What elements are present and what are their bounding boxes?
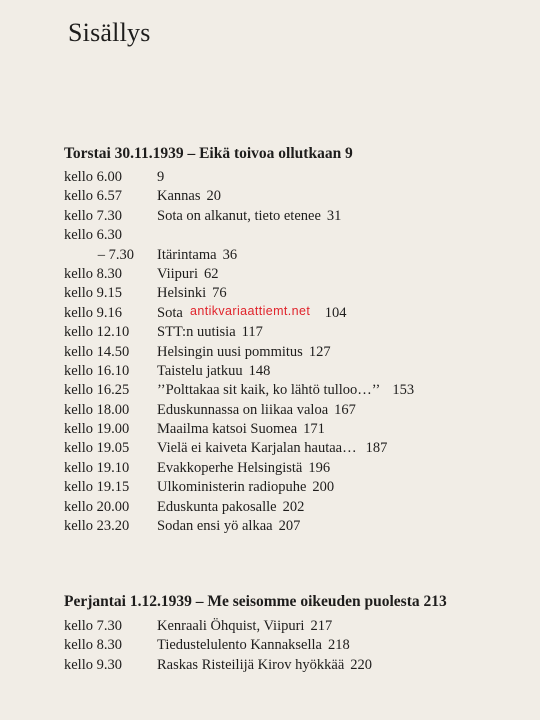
entry-text [157,401,356,420]
entry-title: Itärintama [157,246,217,263]
entry-page: 207 [278,518,301,535]
entry-text [157,498,304,517]
entry-page: 200 [312,479,335,496]
entry-page: 36 [222,246,238,263]
entry-title: Kenraali Öhquist, Viipuri [157,618,305,634]
entry-page: 117 [241,324,263,341]
entry-time: kello 7.30 [64,207,122,224]
entry-title: Tiedustelulento Kannaksella [157,637,322,654]
entry-time: kello 8.30 [64,637,122,654]
entry-page: 196 [308,459,331,476]
entry-time: kello 19.10 [64,459,130,476]
entry-title: Helsingin uusi pommitus [157,343,303,360]
page-title: Sisällys [68,18,151,47]
entry-page: 104 [324,304,347,321]
entry-page: 187 [365,440,388,457]
entry-page: 167 [334,401,356,418]
entry-title: Sota [157,304,183,321]
entry-page: 127 [308,343,331,360]
entry-title: Eduskunnassa on liikaa valoa [157,401,329,418]
entry-time: kello 19.05 [64,440,130,457]
entry-text [157,323,263,342]
entry-time: kello 6.00 [64,169,122,185]
entry-page: 202 [282,498,305,515]
entry-time: kello 12.10 [64,324,130,341]
entry-title: Taistelu jatkuu [157,362,243,379]
entry-page: 9 [157,169,165,185]
entry-text [157,478,334,497]
entry-time: – 7.30 [97,246,134,263]
entry-time: kello 16.25 [64,382,130,399]
section-heading: Perjantai 1.12.1939 – Me seisomme oikeuden puolesta 213 [64,593,447,610]
entry-page: 153 [392,382,415,399]
entry-text [157,284,227,303]
entry-page: 62 [204,265,219,282]
entry-time: kello 18.00 [64,401,130,418]
entry-text [157,517,300,536]
entry-title: Raskas Risteilijä Kirov hyökkää [157,656,345,673]
entry-text [157,265,219,284]
entry-text [157,420,325,439]
entry-time: kello 6.30 [64,227,122,244]
entry-page: 220 [350,656,373,673]
entry-time: kello 8.30 [64,265,122,282]
entry-text [157,439,387,458]
entry-title: Eduskunta pakosalle [157,498,277,515]
entry-time: kello 9.16 [64,304,122,321]
entry-text [157,362,270,381]
watermark-overlay: antikvariaattiemt.net [190,304,311,318]
entry-page: 171 [303,421,325,438]
entry-page: 76 [212,285,227,302]
entry-time: kello 19.00 [64,421,130,438]
entry-text [157,187,221,206]
entry-time: kello 6.57 [64,188,122,205]
entry-page: 148 [248,362,271,379]
entry-text [157,459,330,478]
entry-title: Vielä ei kaiveta Karjalan hautaa… [157,440,357,457]
entry-text [157,207,341,226]
entry-title: Ulkoministerin radiopuhe [157,479,307,496]
entry-time: kello 14.50 [64,343,130,360]
entry-time: kello 9.15 [64,285,122,302]
entry-title: Sodan ensi yö alkaa [157,518,273,535]
entry-title: Viipuri [157,265,199,282]
entry-time: kello 20.00 [64,498,130,515]
entry-title: Maailma katsoi Suomea [157,421,298,438]
entry-time: kello 7.30 [64,618,122,634]
entry-title: STT:n uutisia [157,324,236,341]
entry-text [157,617,332,636]
entry-text [157,343,331,362]
entry-title: Sota on alkanut, tieto etenee [157,207,321,224]
entry-time: kello 9.30 [64,656,122,673]
entry-title: ’’Polttakaa sit kaik, ko lähtö tulloo…’’ [157,382,381,399]
entry-page: 217 [310,618,333,634]
entry-time: kello 23.20 [64,518,130,535]
entry-page: 218 [327,637,350,654]
entry-text [157,656,372,675]
entry-time: kello 16.10 [64,362,130,379]
entry-title: Evakkoperhe Helsingistä [157,459,303,476]
entry-time: kello 19.15 [64,479,130,496]
entry-title: Helsinki [157,285,207,302]
entry-text [157,636,350,655]
entry-title: Kannas [157,188,201,205]
section-heading: Torstai 30.11.1939 – Eikä toivoa ollutkaan 9 [64,145,353,162]
entry-text [157,381,414,400]
entry-page: 20 [206,188,221,205]
entry-text [157,246,237,265]
entry-page: 31 [326,207,342,224]
